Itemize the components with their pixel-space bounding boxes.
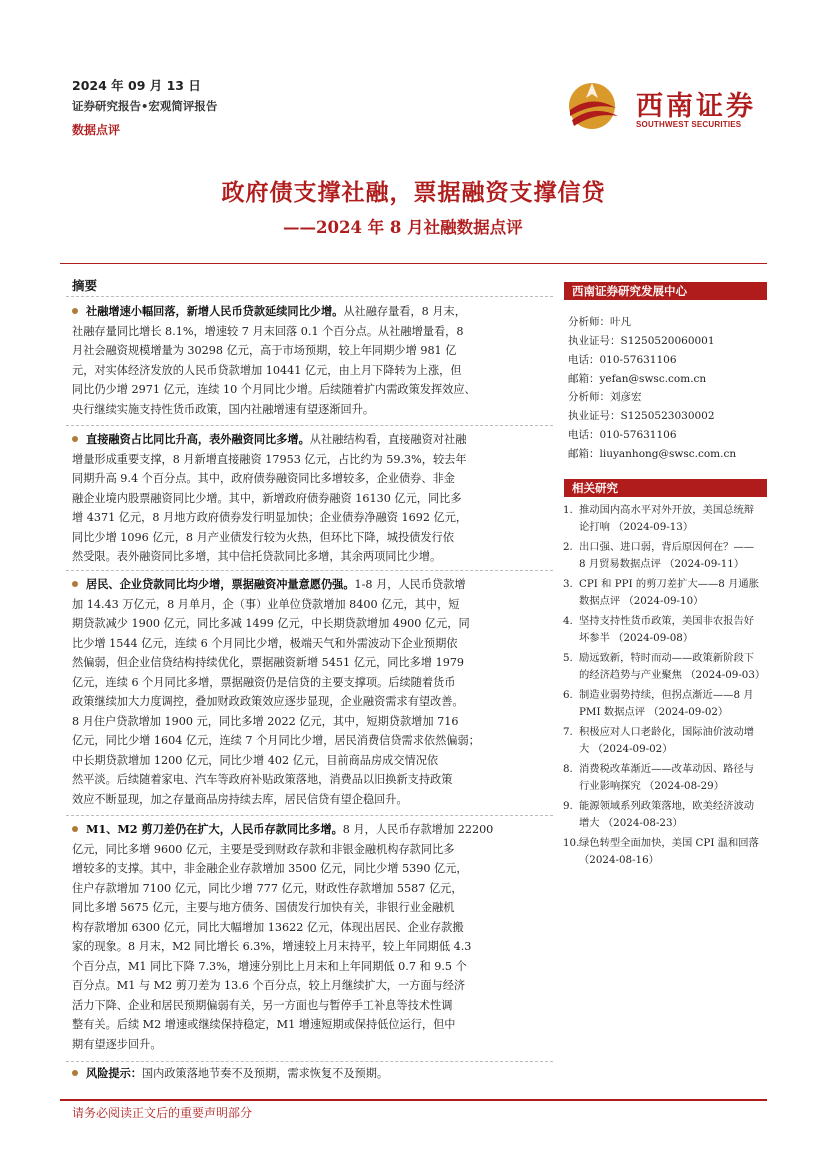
analyst-email[interactable]: 邮箱：liuyanhong@swsc.com.cn bbox=[568, 448, 737, 460]
analyst-block bbox=[568, 313, 715, 389]
report-subtitle: ——2024 年 8 月社融数据点评 bbox=[283, 218, 523, 237]
related-line: 绿色转型全面加快，美国 CPI 温和回落 bbox=[579, 837, 759, 849]
summary-divider bbox=[66, 1061, 553, 1062]
paragraph-line: 增量形成重要支撑，8 月新增直接融资 17953 亿元，占比约为 59.3%，较去年 bbox=[72, 452, 467, 466]
paragraph-line: 效应不断显现，加之存量商品房持续去库，居民信贷有望企稳回升。 bbox=[72, 792, 408, 806]
related-line: 增大 （2024-08-23） bbox=[579, 817, 683, 829]
related-number: 3. bbox=[563, 578, 573, 590]
related-line: （2024-08-16） bbox=[579, 854, 659, 866]
related-number: 10. bbox=[563, 837, 580, 849]
paragraph-line: 1-8 月，人民币贷款增 bbox=[354, 578, 466, 591]
bullet-icon bbox=[72, 826, 78, 832]
related-line: 消费税改革渐近——改革动因、路径与 bbox=[579, 763, 755, 775]
paragraph-line: 百分点。M1 与 M2 剪刀差为 13.6 个百分点，较上月继续扩大，一方面与经济 bbox=[72, 979, 466, 992]
related-number: 7. bbox=[563, 726, 573, 738]
related-line: 能源领域系列政策落地，欧美经济波动 bbox=[579, 800, 755, 812]
paragraph-line: 然受限。表外融资同比多增，其中信托贷款同比多增，其余两项同比少增。 bbox=[72, 550, 442, 563]
bullet-icon bbox=[72, 1070, 78, 1076]
related-line: 行业影响探究 （2024-08-29） bbox=[579, 780, 725, 792]
paragraph-line: 家的现象。8 月末，M2 同比增长 6.3%，增速较上月末持平，较上年同期低 4.3 bbox=[72, 940, 472, 953]
related-number: 8. bbox=[563, 763, 573, 775]
paragraph-lead: 社融增速小幅回落，新增人民币贷款延续同比少增。 bbox=[86, 304, 344, 318]
paragraph-lead: 直接融资占比同比升高，表外融资同比多增。 bbox=[86, 432, 310, 446]
paragraph-line: 然平淡。后续随着家电、汽车等政府补贴政策落地，消费品以旧换新支持政策 bbox=[72, 773, 453, 786]
risk-text: 国内政策落地节奏不及预期，需求恢复不及预期。 bbox=[141, 1067, 389, 1080]
paragraph-line: 社融存量同比增长 8.1%，增速较 7 月末回落 0.1 个百分点。从社融增量看，8 bbox=[72, 324, 464, 338]
related-line: CPI 和 PPI 的剪刀差扩大——8 月通胀 bbox=[579, 578, 760, 590]
risk-warning bbox=[72, 1064, 550, 1084]
related-line: 大 （2024-09-02） bbox=[579, 743, 673, 755]
paragraph-line: 增 4371 亿元，8 月地方政府债券发行明显加快；企业债券净融资 1692 亿元， bbox=[72, 511, 468, 524]
related-number: 4. bbox=[563, 615, 573, 627]
related-item[interactable] bbox=[563, 650, 771, 684]
paragraph-line: 元，对实体经济发放的人民币贷款增加 10441 亿元，由上月下降转为上涨，但 bbox=[72, 363, 462, 377]
related-line: 积极应对人口老龄化，国际油价波动增 bbox=[579, 726, 755, 738]
paragraph-line: 政策继续加大力度调控，叠加财政政策效应逐步显现，企业融资需求有望改善。 bbox=[72, 695, 464, 708]
related-line: PMI 数据点评 （2024-09-02） bbox=[579, 706, 729, 718]
paragraph-line: 然偏弱，但企业信贷结构持续优化，票据融资新增 5451 亿元，同比多增 1979 bbox=[72, 656, 465, 669]
related-number: 2. bbox=[563, 541, 573, 553]
logo-english-name: SOUTHWEST SECURITIES bbox=[636, 120, 742, 129]
footer-disclaimer: 请务必阅读正文后的重要声明部分 bbox=[72, 1106, 253, 1120]
analyst-name: 分析师：刘彦宏 bbox=[568, 391, 642, 403]
logo-chinese-name: 西南证券 bbox=[636, 91, 756, 122]
paragraph-lead: M1、M2 剪刀差仍在扩大，人民币存款同比多增。 bbox=[86, 822, 343, 836]
related-research-list bbox=[563, 502, 771, 869]
related-item[interactable] bbox=[563, 502, 771, 536]
paragraph-line: 同期升高 9.4 个百分点。其中，政府债券融资同比多增较多，企业债券、非金 bbox=[72, 472, 455, 485]
related-line: 推动国内高水平对外开放，美国总统辩 bbox=[579, 504, 755, 516]
summary-divider bbox=[66, 296, 553, 297]
report-title: 政府债支撑社融，票据融资支撑信贷 bbox=[221, 179, 606, 206]
paragraph-line: 从社融结构看，直接融资对社融 bbox=[309, 433, 467, 446]
analyst-block bbox=[568, 388, 736, 464]
paragraph-line: 增较多的支撑。其中，非金融企业存款增加 3500 亿元，同比少增 5390 亿元， bbox=[72, 862, 468, 875]
related-line: 8 月贸易数据点评 （2024-09-11） bbox=[579, 558, 745, 570]
paragraph-line: 加 14.43 万亿元，8 月单月，企（事）业单位贷款增加 8400 亿元，其中，短 bbox=[72, 597, 460, 611]
related-number: 6. bbox=[563, 689, 573, 701]
paragraph-line: 整有关。后续 M2 增速或继续保持稳定，M1 增速短期或保持低位运行，但中 bbox=[72, 1018, 456, 1031]
paragraph-line: 构存款增加 6300 亿元，同比大幅增加 13622 亿元，体现出居民、企业存款搬 bbox=[72, 920, 464, 934]
bullet-icon bbox=[72, 308, 78, 314]
title-divider bbox=[60, 263, 767, 264]
report-type: 证券研究报告•宏观简评报告 bbox=[72, 99, 218, 113]
bullet-icon bbox=[72, 436, 78, 442]
paragraph-lead: 居民、企业贷款同比均少增，票据融资冲量意愿仍强。 bbox=[86, 577, 355, 591]
risk-label: 风险提示： bbox=[86, 1066, 142, 1080]
analyst-email[interactable]: 邮箱：yefan@swsc.com.cn bbox=[568, 373, 707, 385]
related-line: 励远致新，特时而动——政策新阶段下 bbox=[579, 652, 755, 664]
paragraph-line: 亿元，连续 6 个月同比多增，票据融资仍是信贷的主要支撑项。后续随着货币 bbox=[72, 675, 456, 689]
related-line: 数据点评 （2024-09-10） bbox=[579, 595, 704, 607]
related-line: 论打响 （2024-09-13） bbox=[579, 521, 694, 533]
related-number: 9. bbox=[563, 800, 573, 812]
related-item[interactable] bbox=[563, 613, 771, 647]
related-item[interactable] bbox=[563, 761, 771, 795]
analyst-phone: 电话：010-57631106 bbox=[568, 429, 677, 441]
paragraph-line: 亿元，同比少增 1604 亿元，连续 7 个月同比少增，居民消费信贷需求依然偏弱； bbox=[72, 734, 480, 747]
paragraph-line: 期贷款减少 1900 亿元，同比多减 1499 亿元，中长期贷款增加 4900 亿元，同 bbox=[72, 617, 470, 630]
paragraph-line: 期有望逐步回升。 bbox=[72, 1037, 162, 1051]
report-date: 2024 年 09 月 13 日 bbox=[72, 78, 201, 93]
related-item[interactable] bbox=[563, 539, 771, 573]
summary-heading: 摘要 bbox=[72, 278, 98, 293]
footer-divider bbox=[60, 1099, 767, 1101]
related-number: 5. bbox=[563, 652, 573, 664]
summary-paragraph bbox=[72, 820, 550, 1054]
paragraph-line: 亿元，同比多增 9600 亿元，主要是受到财政存款和非银金融机构存款同比多 bbox=[72, 842, 455, 856]
related-item[interactable] bbox=[563, 724, 771, 758]
paragraph-line: 中长期贷款增加 1200 亿元，同比少增 402 亿元，目前商品房成交情况依 bbox=[72, 753, 439, 767]
paragraph-line: 同比少增 1096 亿元，8 月产业债发行较为火热，但环比下降，城投债发行依 bbox=[72, 530, 454, 544]
paragraph-line: 8 月，人民币存款增加 22200 bbox=[342, 823, 494, 836]
report-category: 数据点评 bbox=[72, 123, 121, 137]
summary-divider bbox=[66, 815, 553, 816]
related-item[interactable] bbox=[563, 687, 771, 721]
logo-emblem-icon bbox=[562, 80, 624, 136]
summary-paragraph bbox=[72, 575, 550, 809]
paragraph-line: 从社融存量看，8 月末， bbox=[343, 305, 466, 318]
paragraph-line: 月社会融资规模增量为 30298 亿元，高于市场预期，较上年同期少增 981 亿 bbox=[72, 344, 457, 357]
summary-paragraph bbox=[72, 430, 550, 567]
analyst-cert: 执业证号：S1250520060001 bbox=[568, 335, 715, 347]
paragraph-line: 8 月住户贷款增加 1900 元，同比多增 2022 亿元，其中，短期贷款增加 716 bbox=[72, 714, 459, 728]
paragraph-line: 比少增 1544 亿元，连续 6 个月同比少增，极端天气和外需波动下企业预期依 bbox=[72, 636, 458, 650]
research-center-heading: 西南证券研究发展中心 bbox=[564, 282, 767, 300]
related-item[interactable] bbox=[563, 798, 771, 832]
analyst-phone: 电话：010-57631106 bbox=[568, 354, 677, 366]
paragraph-line: 央行继续实施支持性货币政策，国内社融增速有望逐渐回升。 bbox=[72, 402, 375, 416]
related-line: 坏参半 （2024-09-08） bbox=[579, 632, 694, 644]
paragraph-line: 同比多增 5675 亿元，主要与地方债务、国债发行加快有关，非银行业金融机 bbox=[72, 901, 455, 914]
paragraph-line: 融企业境内股票融资同比少增。其中，新增政府债券融资 16130 亿元，同比多 bbox=[72, 491, 462, 505]
analyst-cert: 执业证号：S1250523030002 bbox=[568, 410, 715, 422]
related-line: 出口强、进口弱，背后原因何在？—— bbox=[579, 541, 755, 553]
company-logo bbox=[562, 80, 772, 136]
related-number: 1. bbox=[563, 504, 573, 516]
bullet-icon bbox=[72, 581, 78, 587]
related-item[interactable] bbox=[563, 576, 771, 610]
summary-divider bbox=[66, 425, 553, 426]
related-item[interactable] bbox=[563, 835, 771, 869]
analyst-name: 分析师：叶凡 bbox=[568, 316, 631, 328]
related-line: 的经济趋势与产业聚焦 （2024-09-03） bbox=[579, 669, 766, 681]
summary-paragraph bbox=[72, 302, 550, 419]
related-line: 制造业弱势持续，但拐点渐近——8 月 bbox=[579, 689, 754, 701]
paragraph-line: 同比仍少增 2971 亿元，连续 10 个月同比少增。后续随着扩内需政策发挥效应、 bbox=[72, 383, 476, 396]
paragraph-line: 活力下降、企业和居民预期偏弱有关，另一方面也与暂停手工补息等技术性调 bbox=[72, 998, 453, 1012]
paragraph-line: 个百分点，M1 同比下降 7.3%，增速分别比上月末和上年同期低 0.7 和 9.5 个 bbox=[72, 959, 467, 973]
paragraph-line: 住户存款增加 7100 亿元，同比少增 777 亿元，财政性存款增加 5587 亿元， bbox=[72, 881, 463, 895]
summary-divider bbox=[66, 570, 553, 571]
related-line: 坚持支持性货币政策，美国非农报告好 bbox=[579, 615, 755, 627]
related-research-heading: 相关研究 bbox=[564, 479, 767, 497]
